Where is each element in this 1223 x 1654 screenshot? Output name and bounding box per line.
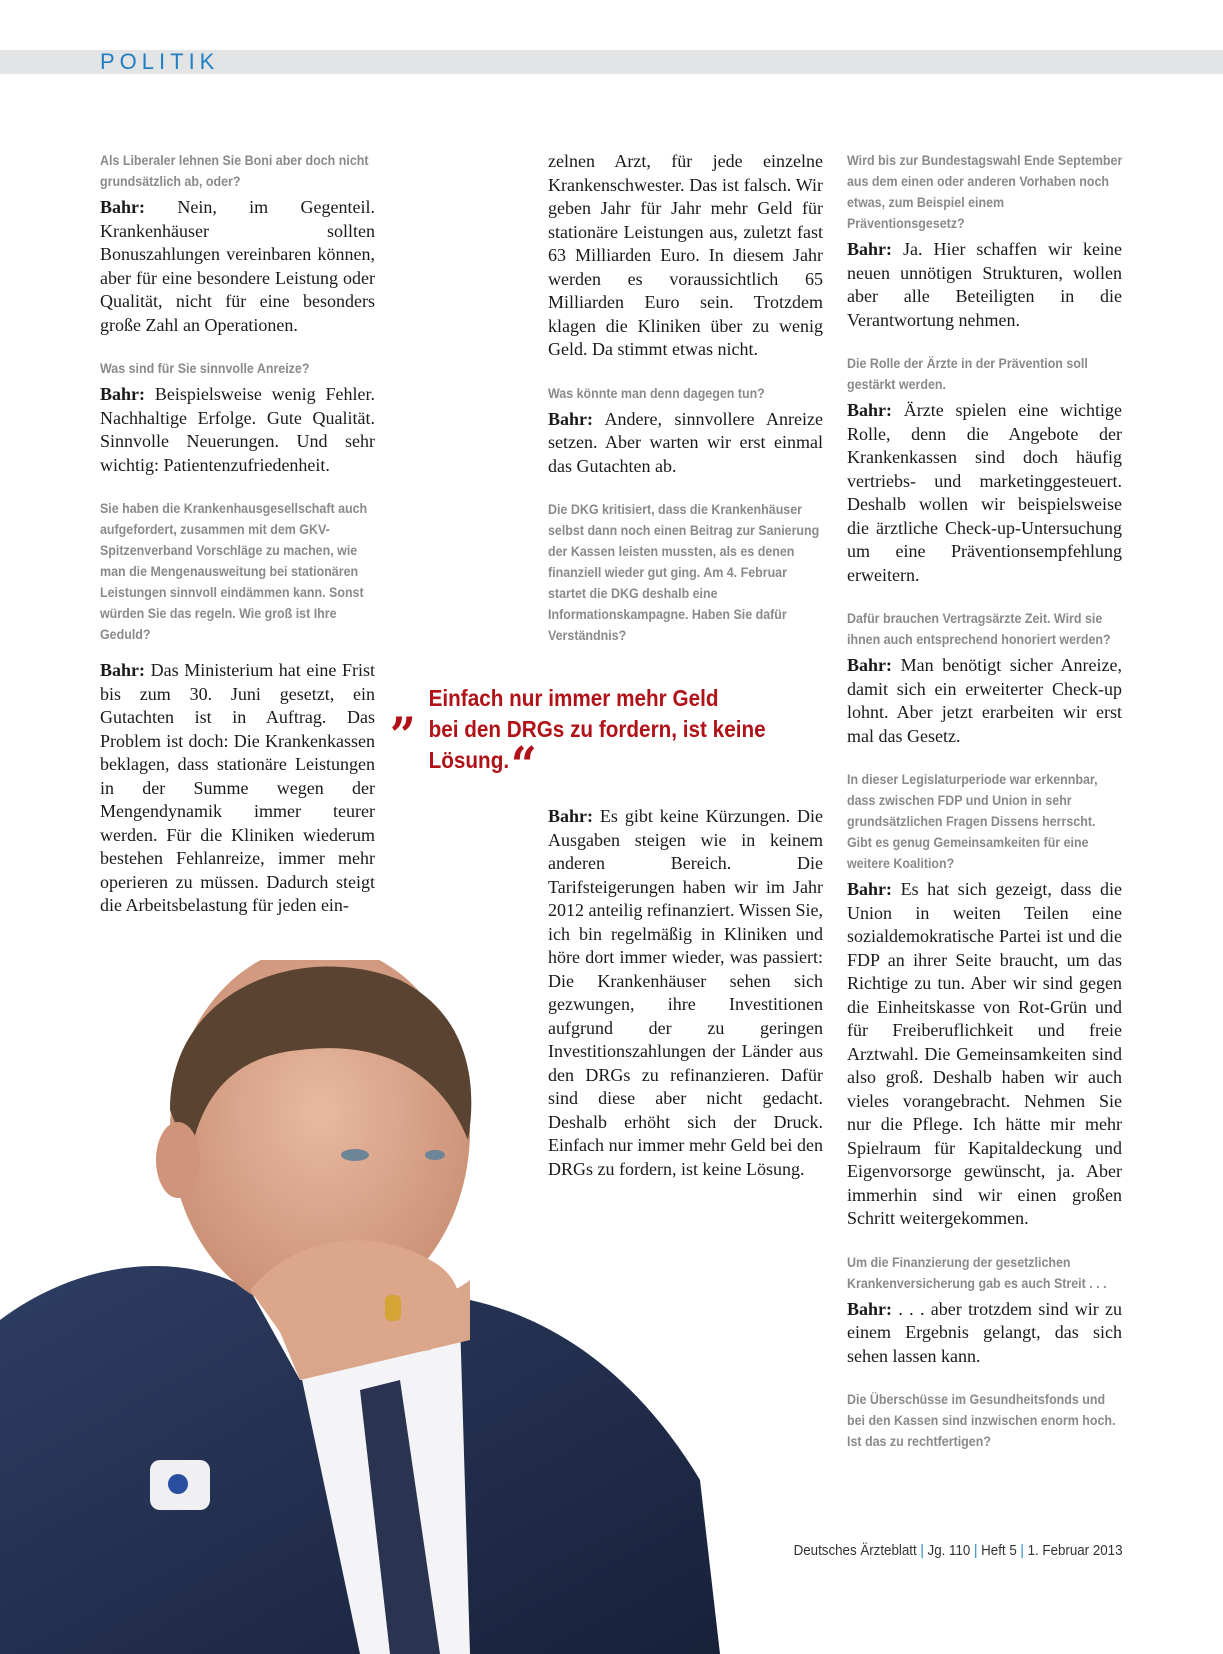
issue-date: 1. Februar 2013 <box>1028 1543 1123 1559</box>
speaker: Bahr: <box>100 197 145 217</box>
opening-quote-mark: „ <box>390 677 417 736</box>
page-footer <box>794 1543 1123 1559</box>
answer-text: Ja. Hier schaffen wir keine neuen unnötigen Strukturen, wollen aber alle Beteiligten in die Verantwortung nehmen. <box>847 239 1122 330</box>
answer <box>847 878 1122 1231</box>
answer-text: . . . aber trotzdem sind wir zu einem Ergebnis gelangt, das sich sehen lassen kann. <box>847 1298 1123 1366</box>
speaker: Bahr: <box>847 400 892 420</box>
answer <box>548 408 823 479</box>
answer-text: Es hat sich gezeigt, dass die Union in weiten Teilen eine sozialdemokratische Partei ist und die FDP an ihrer Seite braucht, um das Richtige zu tun. Aber wir sind gegen die Einheitskasse von Rot-Grün und für Freiberuflichkeit und freie Arztwahl. Die Gemeinsamkeiten sind also groß. Deshalb haben wir auch vieles vorangebracht. Nehmen Sie nur die Pflege. Ich hätte mir mehr Spielraum für Kapitaldeckung und Eigenvorsorge gewünscht, ja. Aber immerhin sind wir einen großen Schritt weitergekommen. <box>847 879 1122 1228</box>
qa-block <box>847 353 1122 587</box>
volume: Jg. 110 <box>928 1543 971 1559</box>
question: Um die Finanzierung der gesetzlichen Krankenversicherung gab es auch Streit . . . <box>847 1254 1107 1291</box>
speaker: Bahr: <box>847 1298 892 1319</box>
question: Wird bis zur Bundestagswahl Ende September aus dem einen oder anderen Vorhaben noch etwas, zum Beispiel einem Präventionsgesetz? <box>847 153 1123 231</box>
answer <box>847 238 1122 332</box>
column-3 <box>847 150 1122 1456</box>
speaker: Bahr: <box>847 655 892 675</box>
footer-separator: | <box>920 1543 925 1559</box>
speaker: Bahr: <box>100 384 145 404</box>
question: Die Rolle der Ärzte in der Prävention soll gestärkt werden. <box>847 356 1088 392</box>
qa-block <box>100 498 375 918</box>
pull-quote-line: Lösung. <box>428 747 510 773</box>
footer-separator: | <box>1020 1543 1025 1559</box>
answer-text: Andere, sinnvollere Anreize setzen. Aber warten wir erst einmal das Gutachten ab. <box>548 408 823 476</box>
qa-block <box>847 1252 1122 1369</box>
qa-block <box>100 150 375 337</box>
qa-block <box>847 608 1122 748</box>
pull-quote-line: Einfach nur immer mehr Geld <box>428 685 719 711</box>
answer-text: Nein, im Gegenteil. Krankenhäuser sollten Bonuszahlungen vereinbaren können, aber für eine besondere Leistung oder Qualität, nicht für eine besonders große Zahl an Operationen. <box>100 197 375 335</box>
column-2-bottom <box>548 805 823 1202</box>
answer <box>847 399 1122 587</box>
answer-text: Das Ministerium hat eine Frist bis zum 30. Juni gesetzt, ein Gutachten ist in Auftrag. Das Problem ist doch: Die Krankenkassen beklagen, dass stationäre Leistungen in der Summe wegen der Mengendynamik immer teurer werden. Für die Kliniken wiederum bestehen Fehlanreize, immer mehr operieren zu müssen. Dadurch steigt die Arbeitsbelastung für jeden ein- <box>100 660 375 915</box>
question: Als Liberaler lehnen Sie Boni aber doch nicht grundsätzlich ab, oder? <box>100 153 369 189</box>
question: In dieser Legislaturperiode war erkennbar, dass zwischen FDP und Union in sehr grundsätzlichen Fragen Dissens herrscht. Gibt es genug Gemeinsamkeiten für eine weitere Koalition? <box>847 772 1098 871</box>
answer-text: zelnen Arzt, für jede einzelne Krankenschwester. Das ist falsch. Wir geben Jahr für Jahr mehr Geld für stationäre Leistungen aus, zuletzt fast 63 Milliarden Euro. In diesem Jahr werden es voraussichtlich 65 Milliarden Euro sein. Trotzdem klagen die Kliniken über zu wenig Geld. Da stimmt etwas nicht. <box>548 151 823 359</box>
answer <box>100 196 375 337</box>
column-2 <box>548 150 823 650</box>
speaker: Bahr: <box>847 879 892 899</box>
pull-quote <box>390 677 785 794</box>
closing-quote-mark: “ <box>510 735 537 794</box>
question: Die DKG kritisiert, dass die Krankenhäuser selbst dann noch einen Beitrag zur Sanierung der Kassen leisten mussten, als es denen finanziell wieder gut ging. Am 4. Februar startet die DKG deshalb eine Informationskampagne. Haben Sie dafür Verständnis? <box>548 502 820 643</box>
qa-block <box>548 499 823 646</box>
pull-quote-line: bei den DRGs zu fordern, ist keine <box>428 716 766 742</box>
answer <box>847 1298 1122 1369</box>
footer-separator: | <box>974 1543 978 1559</box>
qa-block <box>100 358 375 477</box>
question: Dafür brauchen Vertragsärzte Zeit. Wird sie ihnen auch entsprechend honoriert werden? <box>847 611 1111 647</box>
answer-text: Man benötigt sicher Anreize, damit sich ein erweiterter Check-up lohnt. Aber jetzt erarbeiten wir erst mal das Gesetz. <box>847 655 1122 746</box>
journal-name: Deutsches Ärzteblatt <box>794 1543 918 1559</box>
qa-block <box>847 1389 1122 1452</box>
speaker: Bahr: <box>100 660 145 680</box>
question: Was könnte man denn dagegen tun? <box>548 385 765 401</box>
answer <box>100 659 375 918</box>
answer <box>548 805 823 1181</box>
column-1 <box>100 150 375 939</box>
answer <box>548 150 823 362</box>
question: Sie haben die Krankenhausgesellschaft auch aufgefordert, zusammen mit dem GKV-Spitzenverband Vorschläge zu machen, wie man die Mengenausweitung bei stationären Leistungen sinnvoll eindämmen kann. Sonst würden Sie das regeln. Wie groß ist Ihre Geduld? <box>100 501 368 642</box>
qa-block <box>847 769 1122 1231</box>
question: Die Überschüsse im Gesundheitsfonds und bei den Kassen sind inzwischen enorm hoch. Ist das zu rechtfertigen? <box>847 1392 1116 1449</box>
qa-block <box>847 150 1122 332</box>
answer <box>100 383 375 477</box>
qa-block <box>548 150 823 362</box>
qa-block <box>548 383 823 479</box>
speaker: Bahr: <box>548 806 593 826</box>
section-label: POLITIK <box>100 49 220 74</box>
answer-text: Ärzte spielen eine wichtige Rolle, denn die Angebote der Krankenkassen sind doch häufig vertriebs- und marketinggesteuert. Deshalb wollen wir beispielsweise die ärztliche Check-up-Untersuchung um eine Präventionsempfehlung erweitern. <box>847 400 1123 585</box>
question: Was sind für Sie sinnvolle Anreize? <box>100 361 310 376</box>
answer-text: Es gibt keine Kürzungen. Die Ausgaben steigen wie in keinem anderen Bereich. Die Tarifsteigerungen haben wir im Jahr 2012 anteilig refinanziert. Wissen Sie, ich bin regelmäßig in Kliniken und höre dort immer wieder, was passiert: Die Krankenhäuser sehen sich gezwungen, ihre Investitionen aufgrund der zu geringen Investitionszahlungen der Länder aus den DRGs zu refinanzieren. Dafür sind diese aber nicht gedacht. Deshalb erhöht sich der Druck. Einfach nur immer mehr Geld bei den DRGs zu fordern, ist keine Lösung. <box>548 806 824 1179</box>
answer-text: Beispielsweise wenig Fehler. Nachhaltige Erfolge. Gute Qualität. Sinnvolle Neuerungen. Und sehr wichtig: Patientenzufriedenheit. <box>100 384 375 475</box>
answer <box>847 654 1122 748</box>
speaker: Bahr: <box>548 408 593 429</box>
speaker: Bahr: <box>847 239 892 259</box>
issue: Heft 5 <box>981 1543 1018 1559</box>
